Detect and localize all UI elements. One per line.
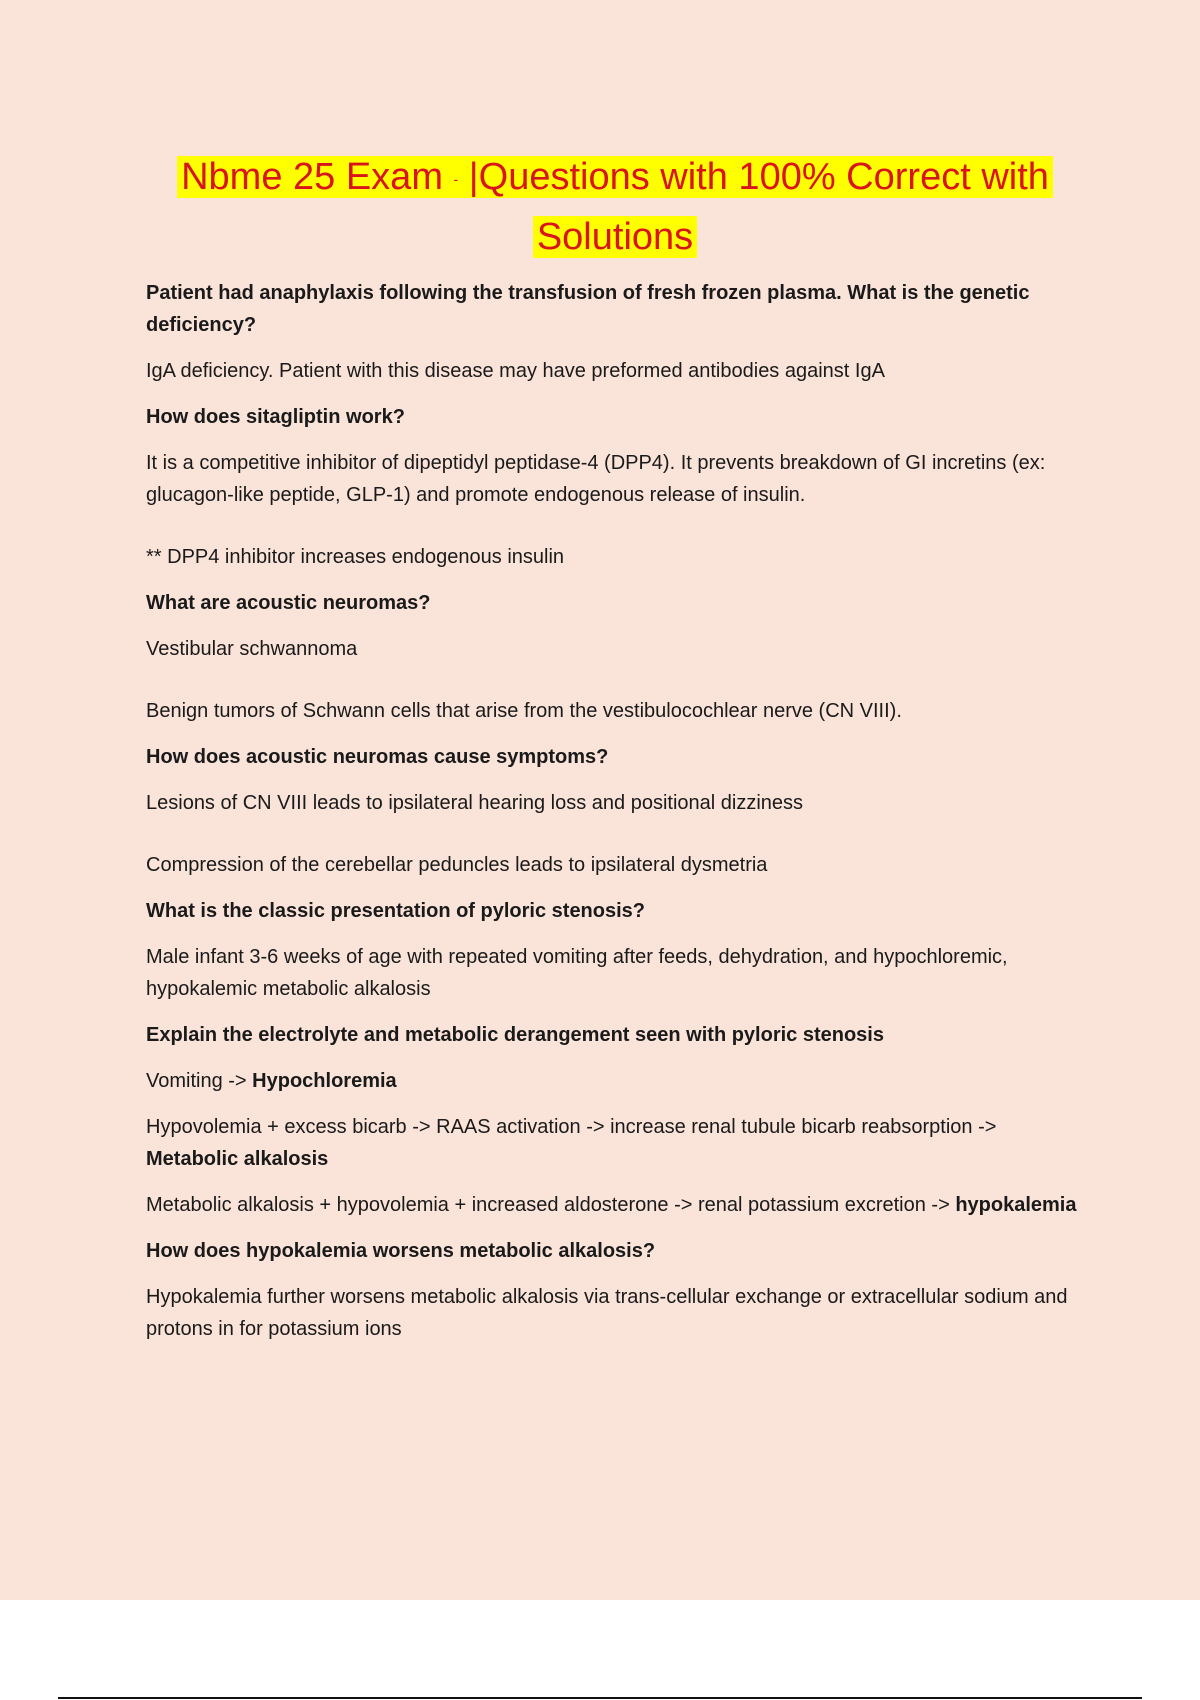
footer-divider [58,1697,1142,1699]
answer [146,1111,1086,1175]
document-title [140,148,1090,266]
answer: Vestibular schwannoma [146,638,358,660]
answer-emphasis: Metabolic alkalosis [146,1148,329,1170]
answer [146,1189,1086,1221]
answer-text: Metabolic alkalosis + hypovolemia + increased aldosterone -> renal potassium excretion -> [146,1194,956,1216]
answer: IgA deficiency. Patient with this disease may have preformed antibodies against IgA [146,360,885,382]
answer: Male infant 3-6 weeks of age with repeated vomiting after feeds, dehydration, and hypochloremic, hypokalemic metabolic alkalosis [146,946,1008,1000]
answer-emphasis: Hypochloremia [252,1070,397,1092]
answer: Compression of the cerebellar peduncles leads to ipsilateral dysmetria [146,854,768,876]
question: Patient had anaphylaxis following the transfusion of fresh frozen plasma. What is the genetic deficiency? [146,282,1030,336]
title-text-1: Nbme 25 Exam [181,156,443,198]
answer-text: Vomiting -> [146,1070,253,1092]
answer [146,1065,1086,1097]
question: What is the classic presentation of pyloric stenosis? [146,900,646,922]
answer: ** DPP4 inhibitor increases endogenous insulin [146,546,565,568]
title-line-1 [177,156,1053,198]
question: What are acoustic neuromas? [146,592,431,614]
answer-emphasis: hypokalemia [955,1194,1077,1216]
question: How does acoustic neuromas cause symptoms? [146,746,609,768]
title-separator: - [453,170,459,187]
question: Explain the electrolyte and metabolic derangement seen with pyloric stenosis [146,1024,884,1046]
answer: Lesions of CN VIII leads to ipsilateral hearing loss and positional dizziness [146,792,804,814]
title-line-2: Solutions [533,216,697,258]
answer: Benign tumors of Schwann cells that arise from the vestibulocochlear nerve (CN VIII). [146,700,902,722]
title-text-1-rest: |Questions with 100% Correct with [458,156,1049,198]
answer: Hypokalemia further worsens metabolic alkalosis via trans-cellular exchange or extracellular sodium and protons in for potassium ions [146,1286,1068,1340]
question: How does hypokalemia worsens metabolic alkalosis? [146,1240,656,1262]
answer-text: Hypovolemia + excess bicarb -> RAAS activation -> increase renal tubule bicarb reabsorption -> [146,1116,997,1138]
qa-content [146,277,1086,1359]
answer: It is a competitive inhibitor of dipeptidyl peptidase-4 (DPP4). It prevents breakdown of GI incretins (ex: glucagon-like peptide, GLP-1) and promote endogenous release of insulin. [146,452,1046,506]
question: How does sitagliptin work? [146,406,405,428]
